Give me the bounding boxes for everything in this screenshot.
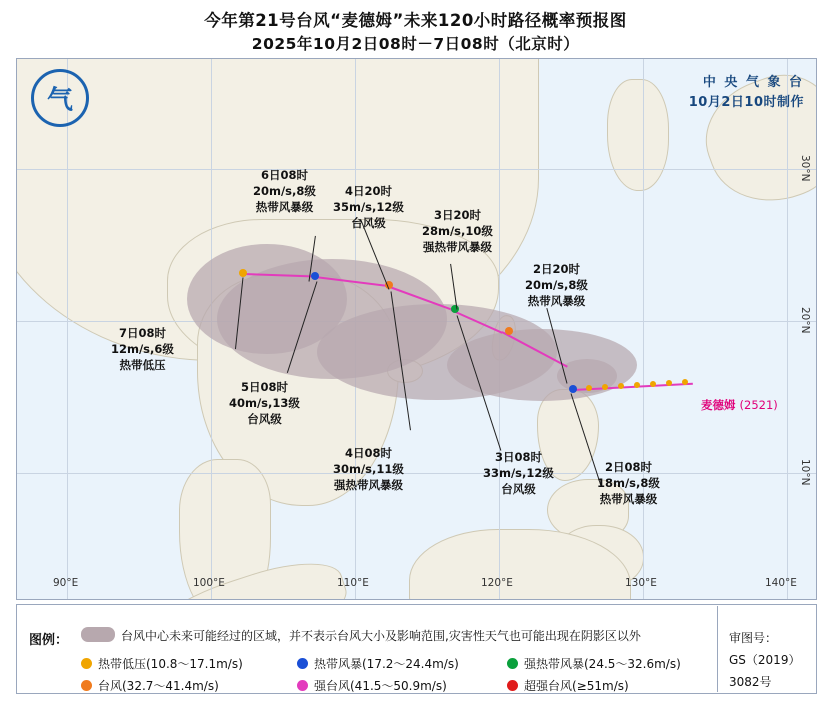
agency-name: 中 央 气 象 台 <box>702 75 804 90</box>
storm-code-text: (2521) <box>739 398 778 412</box>
legend-item-typhoon <box>81 677 219 694</box>
callout-wind: 18m/s,8级 <box>597 476 660 490</box>
callout-wind: 12m/s,6级 <box>111 342 174 356</box>
gridline-lon-130 <box>643 59 644 599</box>
legend-divider <box>717 606 718 692</box>
callout-category: 台风级 <box>351 216 386 230</box>
callout-wind: 20m/s,8级 <box>525 278 588 292</box>
gridline-lon-90 <box>67 59 68 599</box>
tropical-storm-color-icon <box>297 658 308 669</box>
severe-typhoon-color-icon <box>297 680 308 691</box>
axis-label-lat-20: 20°N <box>799 307 811 334</box>
callout-time: 2日08时 <box>604 460 652 474</box>
typhoon-color-icon <box>81 680 92 691</box>
legend-item-label: 热带风暴(17.2～24.4m/s) <box>314 657 459 671</box>
callout-category: 台风级 <box>247 412 282 426</box>
past-track-point <box>586 385 592 391</box>
axis-label-lat-10: 10°N <box>799 459 811 486</box>
callout-3d08 <box>483 449 554 497</box>
gridline-lat-10 <box>17 473 816 474</box>
super-typhoon-color-icon <box>507 680 518 691</box>
forecast-point-2d08[interactable] <box>569 385 577 393</box>
legend-item-label: 热带低压(10.8～17.1m/s) <box>98 657 243 671</box>
callout-wind: 30m/s,11级 <box>333 462 404 476</box>
severe-tropical-storm-color-icon <box>507 658 518 669</box>
approval-block <box>729 627 816 693</box>
callout-category: 热带风暴级 <box>599 492 658 506</box>
axis-label-lon-140: 140°E <box>765 577 797 589</box>
callout-5d08 <box>229 379 300 427</box>
callout-7d08 <box>111 325 174 373</box>
page-title: 今年第21号台风“麦德姆”未来120小时路径概率预报图 <box>204 11 627 30</box>
probability-cone-segment <box>187 244 347 354</box>
callout-wind: 35m/s,12级 <box>333 200 404 214</box>
cma-logo-icon <box>31 69 89 127</box>
legend-item-label: 台风(32.7～41.4m/s) <box>98 679 219 693</box>
callout-time: 4日20时 <box>344 184 392 198</box>
forecast-map[interactable] <box>16 58 817 600</box>
callout-4d20 <box>333 183 404 231</box>
legend-item-label: 强热带风暴(24.5～32.6m/s) <box>524 657 681 671</box>
callout-category: 台风级 <box>501 482 536 496</box>
callout-3d20 <box>422 207 493 255</box>
page-subtitle: 2025年10月2日08时－7日08时（北京时） <box>251 35 580 53</box>
past-track-point <box>602 384 608 390</box>
storm-name-label <box>701 397 778 413</box>
axis-label-lon-120: 120°E <box>481 577 513 589</box>
legend-item-severe-typhoon <box>297 677 447 694</box>
tropical-depression-color-icon <box>81 658 92 669</box>
past-track-point <box>650 381 656 387</box>
legend-panel <box>16 604 817 694</box>
callout-time: 5日08时 <box>240 380 288 394</box>
axis-label-lon-90: 90°E <box>53 577 79 589</box>
callout-4d08 <box>333 445 404 493</box>
landmass-korea <box>607 79 669 191</box>
callout-time: 3日08时 <box>494 450 542 464</box>
past-track-point <box>682 379 688 385</box>
axis-label-lat-30: 30°N <box>799 155 811 182</box>
axis-label-lon-110: 110°E <box>337 577 369 589</box>
past-track-point <box>634 382 640 388</box>
legend-item-severe-tropical-storm <box>507 655 681 672</box>
axis-label-lon-100: 100°E <box>193 577 225 589</box>
callout-time: 7日08时 <box>118 326 166 340</box>
legend-title: 图例： <box>29 633 69 648</box>
callout-category: 热带风暴级 <box>255 200 314 214</box>
forecast-point-6d08[interactable] <box>311 272 319 280</box>
callout-wind: 20m/s,8级 <box>253 184 316 198</box>
callout-category: 强热带风暴级 <box>422 240 492 254</box>
chart-title-block <box>0 0 831 56</box>
callout-wind: 40m/s,13级 <box>229 396 300 410</box>
storm-name-text: 麦德姆 <box>701 398 736 412</box>
callout-time: 4日08时 <box>344 446 392 460</box>
legend-cone-swatch <box>81 627 115 642</box>
callout-category: 热带低压 <box>119 358 166 372</box>
forecast-point-4d08[interactable] <box>451 305 459 313</box>
legend-item-label: 超强台风(≥51m/s) <box>524 679 629 693</box>
callout-time: 3日20时 <box>433 208 481 222</box>
cma-logo-glyph: 气 <box>46 85 74 116</box>
legend-cone-text: 台风中心未来可能经过的区域，并不表示台风大小及影响范围,灾害性天气也可能出现在阴影区以外 <box>121 629 641 643</box>
past-track-point <box>666 380 672 386</box>
callout-category: 热带风暴级 <box>527 294 586 308</box>
past-track-point <box>618 383 624 389</box>
legend-item-label: 强台风(41.5～50.9m/s) <box>314 679 447 693</box>
agency-credit <box>689 73 804 113</box>
callout-time: 2日20时 <box>532 262 580 276</box>
callout-time: 6日08时 <box>260 168 308 182</box>
approval-number: GS（2019）3082号 <box>729 653 801 689</box>
legend-item-super-typhoon <box>507 677 629 694</box>
callout-wind: 33m/s,12级 <box>483 466 554 480</box>
axis-label-lon-130: 130°E <box>625 577 657 589</box>
approval-label: 审图号： <box>729 631 778 645</box>
legend-item-tropical-depression <box>81 655 243 672</box>
forecast-point-7d08[interactable] <box>239 269 247 277</box>
agency-issue-time: 10月2日10时制作 <box>688 95 804 110</box>
forecast-point-3d08[interactable] <box>505 327 513 335</box>
callout-category: 强热带风暴级 <box>333 478 403 492</box>
callout-2d08 <box>597 459 660 507</box>
legend-item-tropical-storm <box>297 655 459 672</box>
callout-6d08 <box>253 167 316 215</box>
callout-wind: 28m/s,10级 <box>422 224 493 238</box>
callout-2d20 <box>525 261 588 309</box>
gridline-lon-140 <box>787 59 788 599</box>
gridline-lat-30 <box>17 169 816 170</box>
